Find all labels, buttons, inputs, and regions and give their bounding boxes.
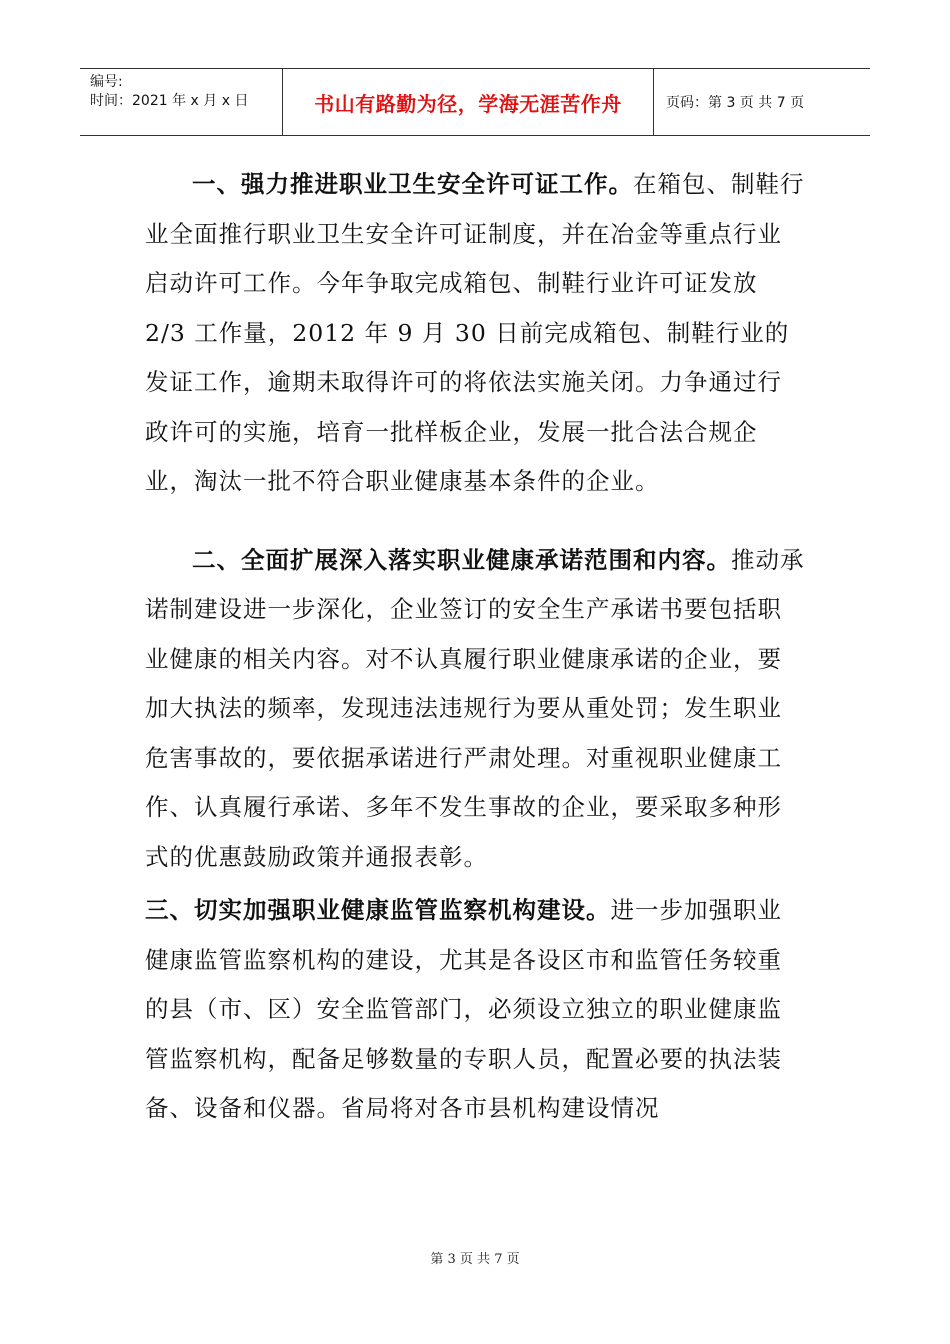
date-label: 时间：2021 年 x 月 x 日 [90, 93, 249, 109]
serial-number-label: 编号: [90, 74, 123, 90]
paragraph-text: 推动承诺制建设进一步深化，企业签订的安全生产承诺书要包括职业健康的相关内容。对不认真履行职业健康承诺的企业，要加大执法的频率，发现违法违规行为要从重处罚；发生职业危害事故的，要依据承诺进行严肃处理。对重视职业健康工作、认真履行承诺、多年不发生事故的企业，要采取多种形式的优惠鼓励政策并通报表彰。 [145, 545, 805, 871]
paragraph-heading: 二、全面扩展深入落实职业健康承诺范围和内容。 [192, 545, 731, 574]
paragraph-heading: 一、强力推进职业卫生安全许可证工作。 [192, 170, 633, 198]
paragraph-3 [145, 886, 805, 1134]
page-footer: 第 3 页 共 7 页 [430, 1252, 520, 1267]
header-page-number: 页码：第 3 页 共 7 页 [666, 95, 805, 111]
paragraph-heading: 三、切实加强职业健康监管监察机构建设。 [145, 896, 611, 924]
document-body [145, 160, 805, 1134]
paragraph-text: 在箱包、制鞋行业全面推行职业卫生安全许可证制度，并在冶金等重点行业启动许可工作。今年争取完成箱包、制鞋行业许可证发放 2/3 工作量，2012 年 9 月 30 日前完成箱包、制鞋行业的发证工作，逾期未取得许可的将依法实施关闭。力争通过行政许可的实施，培育一批样板企业，发展一批合法合规企业，淘汰一批不符合职业健康基本条件的企业。 [145, 170, 805, 495]
paragraph-text: 进一步加强职业健康监管监察机构的建设，尤其是各设区市和监管任务较重的县（市、区）安全监管部门，必须设立独立的职业健康监管监察机构，配备足够数量的专职人员，配置必要的执法装备、设备和仪器。省局将对各市县机构建设情况 [145, 896, 782, 1122]
header-motto: 书山有路勤为径，学海无涯苦作舟 [282, 69, 654, 135]
header-meta [80, 69, 282, 135]
paragraph-2 [145, 536, 805, 883]
paragraph-1 [145, 160, 805, 507]
page-header [80, 68, 870, 136]
